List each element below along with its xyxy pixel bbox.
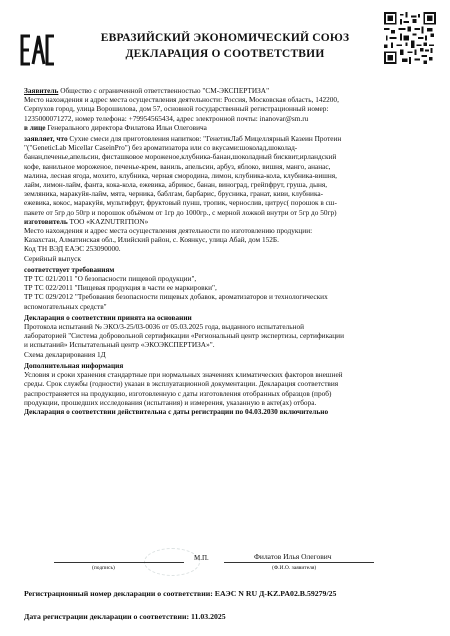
- product-line: земляника, маракуйя-лайм, мята, черника, баблгам, барбарис, брусника, гранат, киви, клубника-: [24, 189, 324, 199]
- product-line: пакете от 5гр до 50гр и порошок объёмом от 1гр до 1000гр., с мерной ложкой внутри от 5гр до 50гр): [24, 207, 337, 217]
- declares-line: [24, 134, 430, 143]
- product-line: банан,печенье,апельсин, фисташковое мороженое,клубника-банан,шоколадный бисквит,ирландский: [24, 152, 337, 162]
- applicant-label: Заявитель: [24, 86, 59, 95]
- applicant-address-line: Место нахождения и адрес места осуществления деятельности: Россия, Московская область, 142200,: [24, 95, 339, 105]
- scheme-line: Схема декларирования 1Д: [24, 349, 106, 359]
- registration-number-label: Регистрационный номер декларации о соответствии:: [24, 589, 213, 598]
- signature-block: [24, 552, 430, 582]
- person-label: в лице: [24, 122, 46, 132]
- registration-date-label: Дата регистрации декларации о соответствии:: [24, 612, 190, 621]
- signer-name: Филатов Илья Олегович: [254, 552, 332, 561]
- person-name: Генерального директора Филатова Ильи Олеговича: [47, 122, 207, 132]
- basis-line: и испытаний» Испытательный центр «ЭКОЭКСПЕРТИЗА»".: [24, 340, 215, 350]
- serial-line: Серийный выпуск: [24, 253, 81, 263]
- product-line: лайм, лимон-лайм, фанта, кока-кола, ежевика, абрикос, банан, виноград, грейпфрут, груша, дыня,: [24, 180, 328, 190]
- manufacturer-label: изготовитель: [24, 216, 68, 226]
- basis-label: Декларация о соответствии принята на основании: [24, 312, 192, 322]
- qr-code-icon: [384, 12, 436, 64]
- manufacturer-name: ТОО «KAZNUTRITION»: [69, 216, 149, 226]
- stamp-place-label: М.П.: [194, 554, 209, 562]
- additional-label: Дополнительная информация: [24, 360, 124, 370]
- declaration-body: [24, 86, 430, 416]
- product-line: ежевика, кокос, маракуйя, мультифрут, фруктовый пунш, тропик, чернослив, цитрус( порошок в сш-: [24, 198, 337, 208]
- signature-caption: (подпись): [92, 565, 115, 571]
- document-title: ДЕКЛАРАЦИЯ О СООТВЕТСТВИИ: [125, 48, 325, 60]
- eac-logo: [20, 32, 56, 68]
- regulation-line: ТР ТС 022/2011 "Пищевая продукция в части ее маркировки",: [24, 283, 217, 293]
- additional-line: распространяется на продукцию, изготовленную с даты изготовления отобранных образцов (проб): [24, 388, 332, 398]
- manufacturer-address-line: Место нахождения и адрес места осуществления деятельности по изготовлению продукции:: [24, 226, 313, 236]
- hs-code-line: Код ТН ВЭД ЕАЭС 253090000.: [24, 244, 121, 254]
- name-caption: (Ф.И.О. заявителя): [272, 565, 317, 571]
- product-line: "("GeneticLab Micellar CaseinPro") без ароматизатора или со вкусами:шоколад,шоколад-: [24, 143, 298, 153]
- declares-label: заявляет, что: [24, 134, 68, 144]
- validity-date: 04.03.2030 включительно: [244, 406, 329, 416]
- regulation-line: ТР ТС 029/2012 "Требования безопасности пищевых добавок, ароматизаторов и технологических: [24, 292, 328, 302]
- regulation-line: ТР ТС 021/2011 "О безопасности пищевой продукции",: [24, 274, 197, 284]
- basis-line: Протокола испытаний № ЭКО/3-25/03-0036 от 05.03.2025 года, выданного испытательной: [24, 322, 305, 332]
- product-text: Сухие смеси для приготовления напитков: "ГенетикЛаб Мицеллярный Казеин Протеин: [69, 134, 342, 144]
- applicant-contacts-line: 1235000071272, номер телефона: +79954565434, адрес электронной почты: inanovar@sm.ru: [24, 113, 309, 123]
- validity-label: Декларация о соответствии действительна с даты регистрации по: [24, 406, 244, 416]
- manufacturer-line: [24, 217, 430, 226]
- requirements-label: соответствует требованиям: [24, 264, 115, 274]
- manufacturer-address-line: Казахстан, Алматинская обл., Илийский район, с. Коянкус, улица Абай, дом 152Б.: [24, 235, 279, 245]
- additional-line: среды. Срок службы (годности) указан в эксплуатационной документации. Декларация соответствия: [24, 379, 339, 389]
- name-line: [224, 562, 374, 563]
- product-line: малина, лесная ягода, мохито, клубника, черная смородина, лимон, клубника-кола, клубника-вишня,: [24, 170, 337, 180]
- applicant-person-line: [24, 123, 430, 132]
- registration-number: ЕАЭС N RU Д-KZ.PA02.B.59279/25: [214, 589, 337, 598]
- validity-line: [24, 407, 430, 416]
- document-header: [12, 10, 438, 88]
- registration-date: 11.03.2025: [191, 612, 226, 621]
- product-line: кофе, ванильное мороженое, печенье-крем, ваниль, апельсин, арбуз, яблоко, вишня, манго, ананас,: [24, 161, 331, 171]
- registration-date-line: [24, 612, 226, 621]
- applicant-line: [24, 86, 430, 95]
- applicant-address-line: Серпухов город, улица Ворошилова, дом 57, основной государственный регистрационный номер:: [24, 104, 329, 114]
- additional-line: продукции, прошедших исследования (испытания) и измерения, указанную в акте(ах) отбора.: [24, 397, 317, 407]
- additional-line: Условия и сроки хранения стандартные при нормальных значениях климатических факторов внешней: [24, 370, 343, 380]
- regulation-line: вспомогательных средств": [24, 301, 107, 311]
- basis-line: лабораторией "Система добровольной сертификации «Региональный центр экспертизы, сертификации: [24, 331, 344, 341]
- applicant-name: Общество с ограниченной ответственностью "СМ-ЭКСПЕРТИЗА": [60, 86, 270, 95]
- union-title: ЕВРАЗИЙСКИЙ ЭКОНОМИЧЕСКИЙ СОЮЗ: [100, 32, 350, 44]
- signature-line: [54, 562, 184, 563]
- registration-number-line: [24, 589, 336, 598]
